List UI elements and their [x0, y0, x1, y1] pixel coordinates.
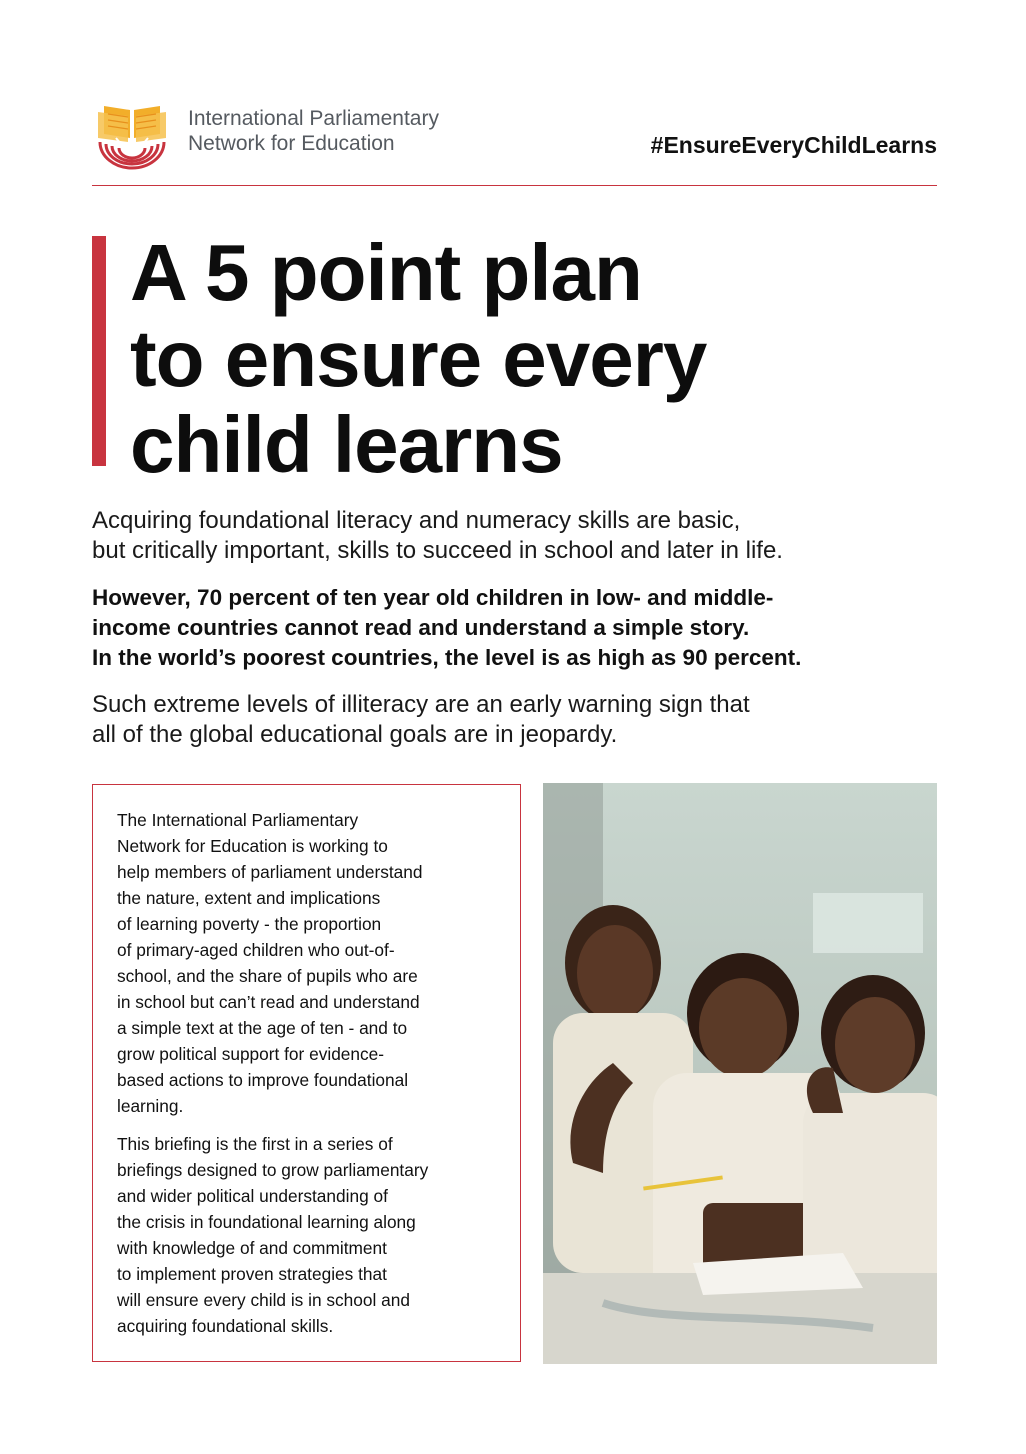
- info-line: help members of parliament understand: [117, 862, 423, 882]
- title-line: A 5 point plan: [130, 228, 642, 317]
- title-accent-bar: [92, 236, 106, 466]
- ipne-logo-icon: [92, 92, 172, 172]
- info-box: [92, 784, 521, 1362]
- info-line: of primary-aged children who out-of-: [117, 940, 395, 960]
- highlight-line: However, 70 percent of ten year old children in low- and middle-: [92, 585, 774, 610]
- highlight-line: income countries cannot read and understand a simple story.: [92, 615, 750, 640]
- org-name-line: Network for Education: [188, 132, 395, 155]
- highlight-paragraph: [92, 583, 942, 673]
- info-line: school, and the share of pupils who are: [117, 966, 418, 986]
- closing-line: all of the global educational goals are in jeopardy.: [92, 721, 618, 748]
- closing-line: Such extreme levels of illiteracy are an early warning sign that: [92, 691, 750, 718]
- info-line: briefings designed to grow parliamentary: [117, 1160, 429, 1180]
- intro-line: but critically important, skills to succeed in school and later in life.: [92, 537, 783, 564]
- page-title: [130, 230, 910, 488]
- info-line: the crisis in foundational learning along: [117, 1212, 416, 1232]
- info-line: to implement proven strategies that: [117, 1264, 387, 1284]
- title-line: to ensure every: [130, 314, 707, 403]
- info-paragraph-2: [117, 1131, 517, 1339]
- closing-paragraph: [92, 690, 942, 750]
- children-reading-photo: [543, 783, 937, 1364]
- info-line: a simple text at the age of ten - and to: [117, 1018, 408, 1038]
- info-line: acquiring foundational skills.: [117, 1316, 334, 1336]
- info-line: Network for Education is working to: [117, 836, 388, 856]
- campaign-hashtag: #EnsureEveryChildLearns: [650, 132, 937, 158]
- info-paragraph-1: [117, 807, 517, 1119]
- info-line: of learning poverty - the proportion: [117, 914, 382, 934]
- highlight-line: In the world’s poorest countries, the level is as high as 90 percent.: [92, 645, 802, 670]
- intro-line: Acquiring foundational literacy and numeracy skills are basic,: [92, 507, 741, 534]
- info-line: learning.: [117, 1096, 184, 1116]
- header: [92, 92, 937, 186]
- info-line: grow political support for evidence-: [117, 1044, 385, 1064]
- org-name-line: International Parliamentary: [188, 107, 439, 130]
- title-line: child learns: [130, 400, 563, 489]
- info-line: The International Parliamentary: [117, 810, 359, 830]
- info-line: in school but can’t read and understand: [117, 992, 420, 1012]
- info-line: based actions to improve foundational: [117, 1070, 409, 1090]
- header-divider: [92, 185, 937, 186]
- intro-paragraph: [92, 506, 942, 566]
- info-line: and wider political understanding of: [117, 1186, 388, 1206]
- info-line: with knowledge of and commitment: [117, 1238, 387, 1258]
- info-line: the nature, extent and implications: [117, 888, 381, 908]
- info-line: will ensure every child is in school and: [117, 1290, 410, 1310]
- organization-name: [188, 106, 439, 156]
- info-line: This briefing is the first in a series of: [117, 1134, 393, 1154]
